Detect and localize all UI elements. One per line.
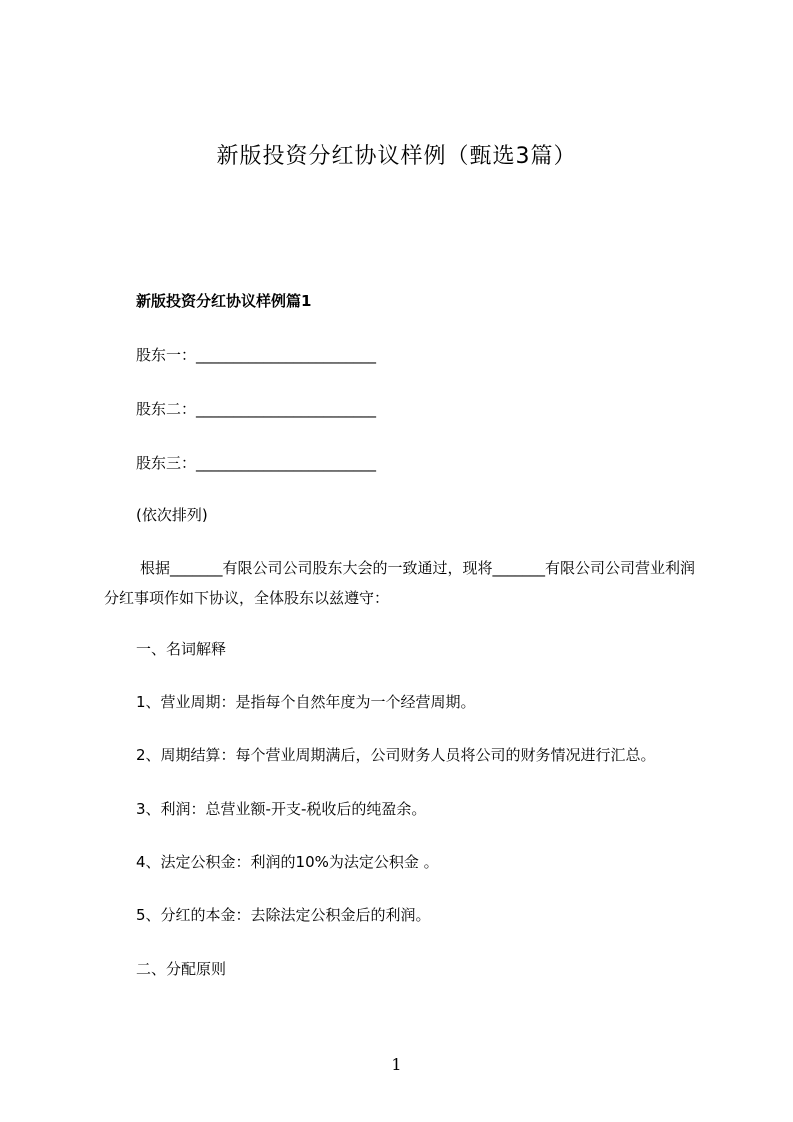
shareholder-line-2: 股东二：________________________ bbox=[136, 400, 377, 418]
part2-heading: 二、分配原则 bbox=[136, 960, 227, 978]
order-note: (依次排列) bbox=[136, 506, 208, 524]
definition-item-4: 4、法定公积金：利润的10%为法定公积金 。 bbox=[136, 853, 439, 871]
shareholder-line-3: 股东三：________________________ bbox=[136, 454, 377, 472]
definition-item-2: 2、周期结算：每个营业周期满后，公司财务人员将公司的财务情况进行汇总。 bbox=[136, 746, 656, 764]
document-title: 新版投资分红协议样例（甄选3篇） bbox=[216, 144, 577, 169]
shareholder-line-1: 股东一：________________________ bbox=[136, 346, 377, 364]
definition-item-3: 3、利润：总营业额-开支-税收后的纯盈余。 bbox=[136, 800, 427, 818]
page-number: 1 bbox=[391, 1055, 402, 1074]
definition-item-1: 1、营业周期：是指每个自然年度为一个经营周期。 bbox=[136, 693, 476, 711]
part1-heading: 一、名词解释 bbox=[136, 640, 227, 658]
intro-paragraph: 根据_______有限公司公司股东大会的一致通过，现将_______有限公司公司营业利润分红事项作如下协议，全体股东以兹遵守： bbox=[104, 559, 696, 607]
section-heading: 新版投资分红协议样例篇1 bbox=[136, 292, 312, 310]
definition-item-5: 5、分红的本金：去除法定公积金后的利润。 bbox=[136, 906, 431, 924]
